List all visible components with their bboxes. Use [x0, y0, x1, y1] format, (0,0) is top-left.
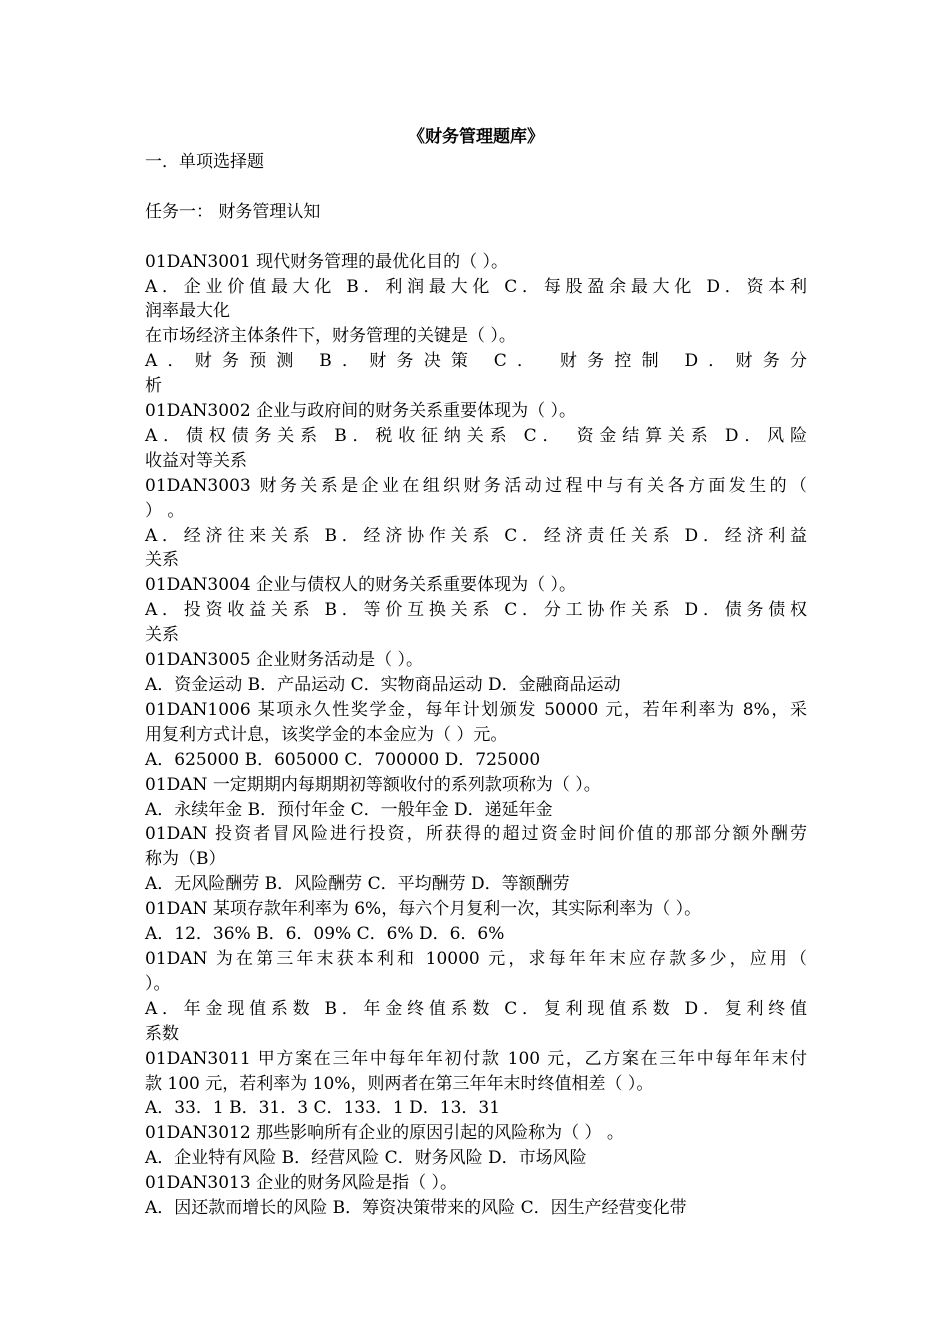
text-line: 系数 — [145, 1023, 179, 1044]
text-line: A．12．36% B．6．09% C．6% D．6．6% — [145, 924, 505, 945]
text-line: 01DAN3001 现代财务管理的最优化目的（ ）。 — [145, 251, 508, 272]
text-line: 收益对等关系 — [145, 450, 247, 471]
document-title: 《财务管理题库》 — [408, 127, 544, 147]
text-line: 在市场经济主体条件下，财务管理的关键是（ ）。 — [145, 326, 516, 347]
text-line: 润率最大化 — [145, 301, 230, 322]
text-line: 任务一： 财务管理认知 — [145, 201, 321, 222]
text-line: 关系 — [145, 550, 179, 571]
text-line: ） 。 — [145, 500, 185, 521]
text-line: 01DAN 为在第三年末获本利和 10000 元，求每年年末应存款多少，应用（ — [145, 948, 807, 969]
blank-line — [145, 175, 807, 200]
text-line: A．财务预测 B．财务决策 C． 财务控制 D．财务分 — [145, 351, 807, 372]
text-line: 01DAN3005 企业财务活动是（ ）。 — [145, 650, 423, 671]
text-line: 01DAN3012 那些影响所有企业的原因引起的风险称为（ ） 。 — [145, 1123, 624, 1144]
text-line: 01DAN3011 甲方案在三年中每年年初付款 100 元，乙方案在三年中每年年末付 — [145, 1048, 807, 1069]
text-line: A．投资收益关系 B．等价互换关系 C．分工协作关系 D．债务债权 — [145, 600, 807, 621]
text-line: 款 100 元，若利率为 10%，则两者在第三年年末时终值相差（ ）。 — [145, 1073, 654, 1094]
text-line: A．年金现值系数 B．年金终值系数 C．复利现值系数 D．复利终值 — [145, 998, 807, 1019]
text-line: 关系 — [145, 625, 179, 646]
text-line: 析 — [145, 376, 162, 397]
text-line: 01DAN3004 企业与债权人的财务关系重要体现为（ ）。 — [145, 575, 576, 596]
document-page — [145, 124, 807, 1221]
text-line: 01DAN 投资者冒风险进行投资，所获得的超过资金时间价值的那部分额外酬劳 — [145, 824, 807, 845]
text-line: 01DAN3002 企业与政府间的财务关系重要体现为（ ）。 — [145, 401, 576, 422]
text-line: A．企业价值最大化 B．利润最大化 C．每股盈余最大化 D．资本利 — [145, 276, 807, 297]
text-line: A．经济往来关系 B．经济协作关系 C．经济责任关系 D．经济利益 — [145, 525, 807, 546]
text-line: 01DAN3003 财务关系是企业在组织财务活动过程中与有关各方面发生的（ — [145, 475, 807, 496]
text-line: 01DAN3013 企业的财务风险是指（ ）。 — [145, 1173, 457, 1194]
text-line: A．企业特有风险 B．经营风险 C．财务风险 D．市场风险 — [145, 1148, 587, 1169]
text-line: A．无风险酬劳 B．风险酬劳 C．平均酬劳 D．等额酬劳 — [145, 874, 570, 895]
text-line: A．因还款而增长的风险 B．筹资决策带来的风险 C．因生产经营变化带 — [145, 1198, 687, 1219]
text-line: 01DAN 某项存款年利率为 6%，每六个月复利一次，其实际利率为（ ）。 — [145, 899, 702, 920]
text-line: A．625000 B．605000 C．700000 D．725000 — [145, 749, 541, 770]
text-line: 01DAN1006 某项永久性奖学金，每年计划颁发 50000 元，若年利率为 8%，采 — [145, 699, 807, 720]
text-line: 称为（B） — [145, 849, 226, 870]
text-line: 用复利方式计息，该奖学金的本金应为（ ）元。 — [145, 724, 508, 745]
text-line: 一．单项选择题 — [145, 152, 264, 172]
text-line: ）。 — [145, 973, 171, 994]
text-line: A．资金运动 B．产品运动 C．实物商品运动 D．金融商品运动 — [145, 675, 621, 695]
document-body — [145, 150, 807, 1221]
text-line: A．债权债务关系 B．税收征纳关系 C． 资金结算关系 D．风险 — [145, 425, 807, 446]
blank-line — [145, 225, 807, 250]
text-line: 01DAN 一定期期内每期期初等额收付的系列款项称为（ ）。 — [145, 774, 601, 795]
text-line: A．33．1 B．31．3 C．133．1 D．13．31 — [145, 1098, 501, 1119]
text-line: A．永续年金 B．预付年金 C．一般年金 D．递延年金 — [145, 799, 553, 820]
